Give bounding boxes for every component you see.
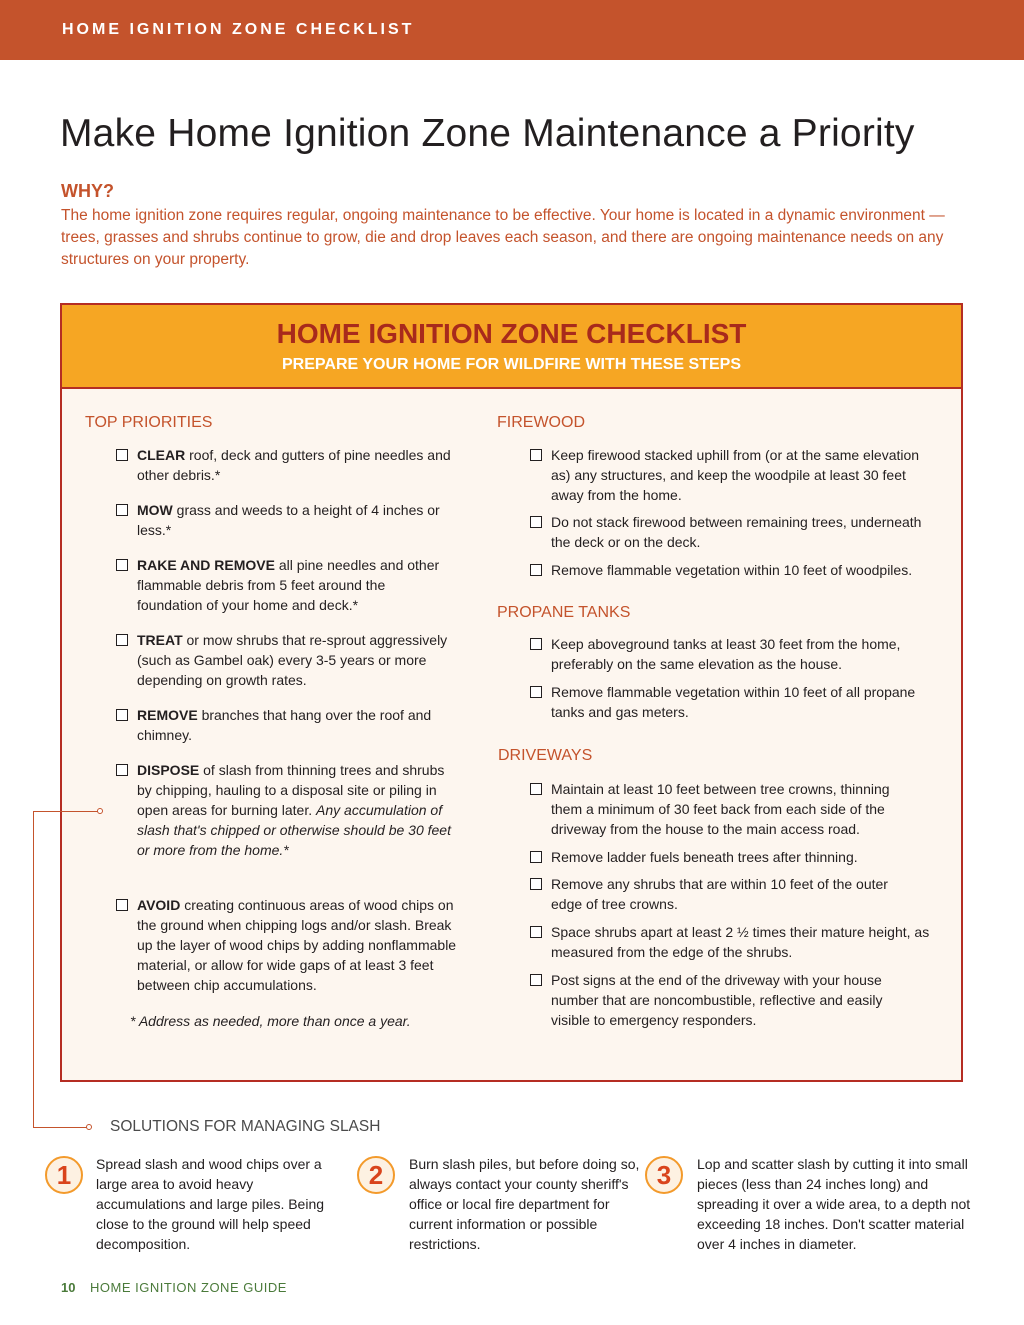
driveways-heading: DRIVEWAYS: [498, 747, 593, 764]
solution-text-2: Burn slash piles, but before doing so, always contact your county sheriff's office or local fire department for current information or possible restrictions.: [409, 1156, 640, 1252]
driveway-item[interactable]: [551, 779, 921, 839]
item-keyword: AVOID: [137, 897, 181, 913]
propane-item[interactable]: [551, 634, 936, 674]
item-text: Remove flammable vegetation within 10 feet of woodpiles.: [551, 562, 913, 578]
checkbox[interactable]: [530, 516, 542, 528]
item-text: Keep aboveground tanks at least 30 feet from the home, preferably on the same elevation as the house.: [551, 636, 901, 672]
checkbox[interactable]: [116, 764, 128, 776]
priority-item-remove[interactable]: [137, 705, 452, 745]
page-title: Make Home Ignition Zone Maintenance a Priority: [60, 112, 915, 155]
item-keyword: MOW: [137, 502, 173, 518]
checkbox[interactable]: [116, 709, 128, 721]
firewood-item[interactable]: [551, 560, 946, 580]
firewood-heading: FIREWOOD: [497, 414, 585, 431]
item-keyword: REMOVE: [137, 707, 198, 723]
item-text: branches that hang over the roof and chimney.: [137, 707, 432, 743]
connector-dot: [97, 808, 103, 814]
checklist-title: HOME IGNITION ZONE CHECKLIST: [276, 318, 747, 349]
item-keyword: RAKE AND REMOVE: [137, 557, 275, 573]
why-heading: WHY?: [61, 181, 114, 201]
driveway-item[interactable]: [551, 874, 921, 914]
checkbox[interactable]: [530, 974, 542, 986]
number-3-icon: 3: [645, 1156, 683, 1194]
checklist-banner: [62, 305, 961, 389]
item-text: all pine needles and other flammable debris from 5 feet around the foundation of your home and deck.*: [137, 557, 440, 613]
item-text: creating continuous areas of wood chips on the ground when chipping logs and/or slash. Break up the layer of wood chips by adding nonflammable material, or allow for wide gaps of at least 3 feet between chip accumulations.: [137, 897, 457, 993]
item-text: Post signs at the end of the driveway with your house number that are noncombustible, reflective and easily visible to emergency responders.: [551, 972, 883, 1028]
item-text: Remove any shrubs that are within 10 feet of the outer edge of tree crowns.: [551, 876, 888, 912]
checkbox[interactable]: [530, 638, 542, 650]
item-text: or mow shrubs that re-sprout aggressively (such as Gambel oak) every 3-5 years or more depending on growth rates.: [137, 632, 448, 688]
item-keyword: DISPOSE: [137, 762, 200, 778]
connector-line: [33, 1127, 88, 1128]
item-keyword: TREAT: [137, 632, 183, 648]
why-text: The home ignition zone requires regular, ongoing maintenance to be effective. Your home is located in a dynamic environment — trees, grasses and shrubs continue to grow, die and drop leaves each season, and there are ongoing maintenance needs on any structures on your property.: [61, 207, 945, 268]
propane-item[interactable]: [551, 682, 946, 722]
connector-line: [33, 811, 34, 1128]
page-number: 10: [61, 1280, 76, 1295]
header-bar: [0, 0, 1024, 60]
solutions-heading: SOLUTIONS FOR MANAGING SLASH: [110, 1118, 381, 1135]
driveway-item[interactable]: [551, 922, 941, 962]
top-priorities-heading: TOP PRIORITIES: [85, 414, 213, 431]
priority-item-mow[interactable]: [137, 500, 452, 540]
checkbox[interactable]: [530, 686, 542, 698]
item-text: Remove ladder fuels beneath trees after thinning.: [551, 849, 858, 865]
checkbox[interactable]: [116, 899, 128, 911]
checkbox[interactable]: [530, 851, 542, 863]
checkbox[interactable]: [116, 449, 128, 461]
priority-item-clear[interactable]: [137, 445, 452, 485]
solution-text-3: Lop and scatter slash by cutting it into small pieces (less than 24 inches long) and spreading it over a wide area, to a depth not exceeding 18 inches. Don't scatter material over 4 inches in diameter.: [697, 1156, 971, 1252]
item-keyword: CLEAR: [137, 447, 186, 463]
driveway-item[interactable]: [551, 970, 921, 1030]
item-text: of slash from thinning trees and shrubs by chipping, hauling to a disposal site or piling in open areas for burning later.: [137, 762, 445, 818]
checkbox[interactable]: [530, 926, 542, 938]
priority-item-dispose[interactable]: [137, 760, 452, 860]
item-text: Do not stack firewood between remaining trees, underneath the deck or on the deck.: [551, 514, 922, 550]
firewood-item[interactable]: [551, 445, 926, 505]
header-title: HOME IGNITION ZONE CHECKLIST: [62, 21, 415, 38]
priority-item-treat[interactable]: [137, 630, 452, 690]
priority-item-avoid[interactable]: [137, 895, 457, 995]
item-text: grass and weeds to a height of 4 inches or less.*: [137, 502, 440, 538]
checkbox[interactable]: [116, 559, 128, 571]
item-text: Remove flammable vegetation within 10 feet of all propane tanks and gas meters.: [551, 684, 916, 720]
checklist-box: [60, 303, 963, 1082]
item-note: Any accumulation of slash that's chipped or otherwise should be 30 feet or more from the home.*: [137, 802, 451, 858]
item-text: roof, deck and gutters of pine needles and other debris.*: [137, 447, 451, 483]
checkbox[interactable]: [530, 564, 542, 576]
item-text: Space shrubs apart at least 2 ½ times their mature height, as measured from the edge of the shrubs.: [551, 924, 930, 960]
driveway-item[interactable]: [551, 847, 931, 867]
footnote: * Address as needed, more than once a year.: [130, 1013, 411, 1029]
checkbox[interactable]: [116, 634, 128, 646]
number-1-icon: 1: [45, 1156, 83, 1194]
priority-item-rake[interactable]: [137, 555, 452, 615]
item-text: Keep firewood stacked uphill from (or at the same elevation as) any structures, and keep the woodpile at least 30 feet away from the home.: [551, 447, 920, 503]
item-text: Maintain at least 10 feet between tree crowns, thinning them a minimum of 30 feet back from each side of the driveway from the house to the main access road.: [551, 781, 890, 837]
checklist-subtitle: PREPARE YOUR HOME FOR WILDFIRE WITH THESE STEPS: [282, 356, 741, 373]
checkbox[interactable]: [116, 504, 128, 516]
footer-title: HOME IGNITION ZONE GUIDE: [90, 1280, 287, 1295]
number-2-icon: 2: [357, 1156, 395, 1194]
connector-dot: [86, 1124, 92, 1130]
solution-text-1: Spread slash and wood chips over a large area to avoid heavy accumulations and large piles. Being close to the ground will help speed decomposition.: [96, 1156, 325, 1252]
firewood-item[interactable]: [551, 512, 926, 552]
connector-line: [33, 811, 99, 812]
checkbox[interactable]: [530, 449, 542, 461]
checkbox[interactable]: [530, 783, 542, 795]
checkbox[interactable]: [530, 878, 542, 890]
propane-heading: PROPANE TANKS: [497, 604, 631, 621]
